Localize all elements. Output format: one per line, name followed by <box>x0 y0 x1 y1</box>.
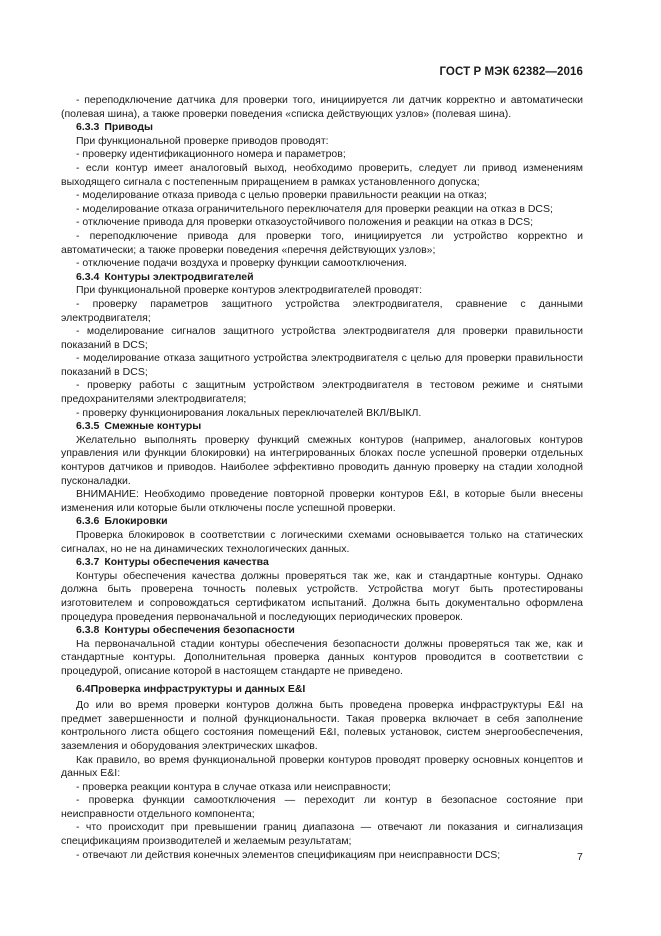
heading-number: 6.3.4 <box>76 270 100 283</box>
paragraph: - моделирование отказа защитного устройства электродвигателя с целью для проверки правильности показаний в DCS; <box>61 352 583 378</box>
subsection-heading <box>61 420 583 434</box>
subsection-heading <box>61 556 583 570</box>
paragraph: - если контур имеет аналоговый выход, необходимо проверить, следует ли привод изменениям выходящего сигнала с постепенным приращением в рамках установленного допуска; <box>61 161 583 188</box>
paragraph: - отключение подачи воздуха и проверку функции самоотключения. <box>76 257 407 270</box>
paragraph: - моделирование отказа привода с целью проверки правильности реакции на отказ; <box>76 189 487 202</box>
paragraph: - проверка реакции контура в случае отказа или неисправности; <box>76 780 391 793</box>
paragraph: Проверка блокировок в соответствии с логическими схемами основывается только на статических сигналах, но не на динамических технологических данных. <box>61 529 583 555</box>
paragraph: Как правило, во время функциональной проверки контуров проводят проверку основных концептов и данных E&I: <box>61 753 583 780</box>
heading-title: Блокировки <box>104 515 168 528</box>
paragraph: При функциональной проверке контуров электродвигателей проводят: <box>76 284 423 297</box>
page-number: 7 <box>577 851 583 863</box>
heading-title: Контуры электродвигателей <box>104 270 254 283</box>
paragraph: Контуры обеспечения качества должны проверяться так же, как и стандартные контуры. Однако должна быть проверена точность полевых устройств. Устройства могут быть протестированы изготовителем и сопровождаться сертификатом испытаний. Должна быть документально оформлена процедура проведения первоначальной и последующих периодических проверок. <box>61 569 583 623</box>
paragraph: - переподключение привода для проверки того, инициируется ли устройство корректно и автоматически; а также проверки поведения «перечня действующих узлов»; <box>61 229 583 256</box>
heading-number: 6.3.7 <box>76 556 100 569</box>
paragraph: - отвечают ли действия конечных элементов спецификациям при неисправности DCS; <box>76 848 501 861</box>
document-body <box>61 94 583 862</box>
heading-number: 6.3.6 <box>76 515 100 528</box>
paragraph: На первоначальной стадии контуры обеспечения безопасности должны проверяться так же, как и стандартные контуры. Дополнительная проверка данных контуров проводится в соответствии с процедурой, описание которой в настоящем стандарте не приведено. <box>61 637 583 677</box>
paragraph: - моделирование сигналов защитного устройства электродвигателя для проверки правильности показаний в DCS; <box>61 325 583 351</box>
subsection-heading <box>61 515 583 529</box>
heading-title: Контуры обеспечения качества <box>104 556 269 569</box>
heading-title: Контуры обеспечения безопасности <box>104 624 295 637</box>
paragraph: - переподключение датчика для проверки того, инициируется ли датчик корректно и автоматически (полевая шина), а также проверки поведения «списка действующих узлов» (полевая шина). <box>61 94 583 120</box>
standard-header: ГОСТ Р МЭК 62382—2016 <box>439 66 583 78</box>
paragraph: Желательно выполнять проверку функций смежных контуров (например, аналоговых контуров управления или функции блокировки) на интегрированных блоках после успешной проверки отдельных контуров датчиков и приводов. Наиболее эффективно проводить данную проверку на стадии холодной пусконаладки. <box>61 433 583 487</box>
heading-title: Приводы <box>104 121 153 134</box>
paragraph: - отключение привода для проверки отказоустойчивого положения и реакции на отказ в DCS; <box>76 216 534 229</box>
paragraph: - проверку работы с защитным устройством электродвигателя в тестовом режиме и снятыми предохранителями электродвигателя; <box>61 379 583 406</box>
paragraph: - проверку функционирования локальных переключателей ВКЛ/ВЫКЛ. <box>76 406 422 419</box>
paragraph: До или во время проверки контуров должна быть проведена проверка инфраструктуры E&I на предмет завершенности и полной функциональности. Такая проверка включает в себя заполнение контрольного листа общего состояния помещений E&I, полевых установок, систем энергообеспечения, заземления и оборудования электрических шкафов. <box>61 699 583 752</box>
paragraph: При функциональной проверке приводов проводят: <box>76 134 329 147</box>
heading-number: 6.3.8 <box>76 624 100 637</box>
heading-number: 6.3.5 <box>76 420 100 433</box>
section-heading <box>61 683 583 697</box>
paragraph: - проверка функции самоотключения — переходит ли контур в безопасное состояние при неисправности отдельного компонента; <box>61 794 583 820</box>
paragraph: - моделирование отказа ограничительного переключателя для проверки реакции на отказ в DCS; <box>76 202 553 215</box>
paragraph: - что происходит при превышении границ диапазона — отвечают ли показания и сигнализация спецификациям производителей и желаемым результатам; <box>61 821 583 848</box>
heading-number: 6.3.3 <box>76 121 100 134</box>
subsection-heading <box>61 271 583 285</box>
subsection-heading <box>61 121 583 135</box>
paragraph: ВНИМАНИЕ: Необходимо проведение повторной проверки контуров E&I, в которые были внесены изменения или которые были отключены после успешной проверки. <box>61 488 583 514</box>
paragraph: - проверку идентификационного номера и параметров; <box>76 148 346 161</box>
heading-title: Смежные контуры <box>104 420 202 433</box>
subsection-heading <box>61 624 583 638</box>
paragraph: - проверку параметров защитного устройства электродвигателя, сравнение с данными электродвигателя; <box>61 297 583 324</box>
heading-title: Проверка инфраструктуры и данных E&I <box>90 682 306 695</box>
heading-number: 6.4 <box>76 682 91 695</box>
